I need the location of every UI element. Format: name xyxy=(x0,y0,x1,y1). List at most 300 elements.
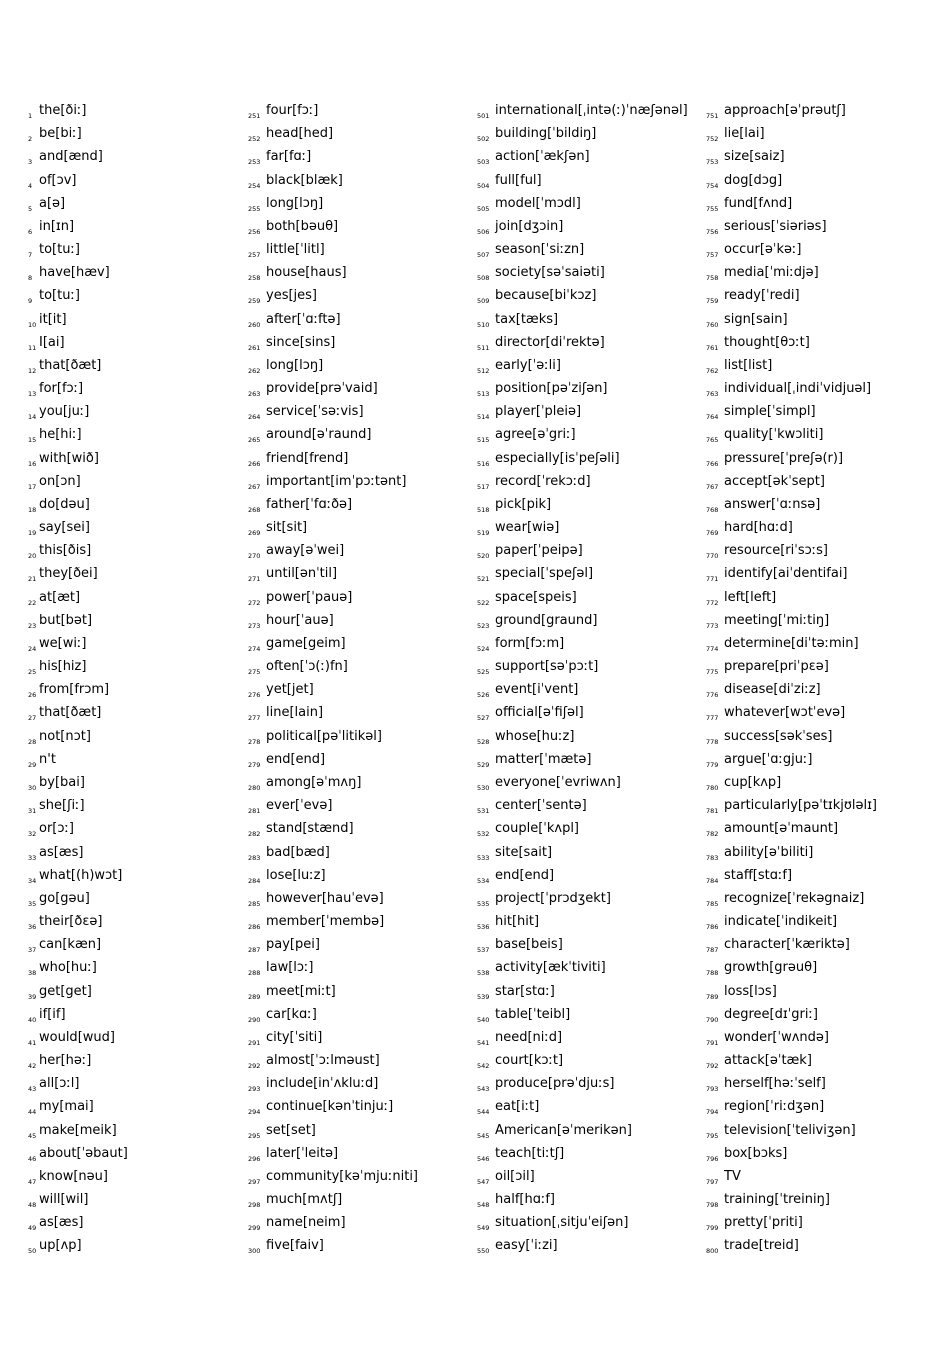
word-entry xyxy=(28,1003,253,1026)
entry-number: 45 xyxy=(28,1131,37,1140)
entry-number: 766 xyxy=(706,459,719,468)
entry-word-phonetic: argue[ˈɑːgjuː] xyxy=(724,751,813,767)
entry-number: 519 xyxy=(477,529,490,538)
word-entry xyxy=(248,794,473,817)
entry-number: 256 xyxy=(248,227,261,236)
entry-number: 15 xyxy=(28,436,37,445)
entry-word-phonetic: particularly[pəˈtɪkjʊləlɪ] xyxy=(724,798,878,814)
entry-number: 48 xyxy=(28,1201,37,1210)
word-entry xyxy=(706,1234,931,1257)
entry-number: 260 xyxy=(248,320,261,329)
word-entry xyxy=(248,169,473,192)
entry-number: 10 xyxy=(28,320,37,329)
word-entry xyxy=(28,609,253,632)
word-entry xyxy=(248,539,473,562)
entry-number: 764 xyxy=(706,413,719,422)
entry-number: 524 xyxy=(477,644,490,653)
word-entry xyxy=(706,470,931,493)
entry-word-phonetic: service[ˈsəːvis] xyxy=(266,404,364,420)
word-entry xyxy=(477,1026,702,1049)
entry-number: 547 xyxy=(477,1177,490,1186)
entry-word-phonetic: around[əˈraund] xyxy=(266,427,372,443)
entry-word-phonetic: position[pəˈziʃən] xyxy=(495,381,608,397)
entry-word-phonetic: four[fɔː] xyxy=(266,103,319,118)
entry-number: 785 xyxy=(706,899,719,908)
entry-number: 787 xyxy=(706,946,719,955)
word-entry xyxy=(706,910,931,933)
entry-word-phonetic: if[if] xyxy=(39,1006,66,1022)
entry-word-phonetic: to[tuː] xyxy=(39,288,80,304)
entry-word-phonetic: special[ˈspeʃəl] xyxy=(495,566,594,582)
entry-word-phonetic: friend[frend] xyxy=(266,450,349,466)
entry-word-phonetic: set[set] xyxy=(266,1122,316,1138)
entry-word-phonetic: among[əˈmʌŋ] xyxy=(266,774,362,790)
entry-number: 8 xyxy=(28,274,33,283)
entry-number: 508 xyxy=(477,274,490,283)
entry-word-phonetic: my[mai] xyxy=(39,1099,94,1115)
word-entry xyxy=(477,539,702,562)
entry-word-phonetic: loss[lɔs] xyxy=(724,983,777,999)
entry-word-phonetic: yet[jet] xyxy=(266,682,314,698)
entry-word-phonetic: wear[wiə] xyxy=(495,520,560,536)
entry-number: 799 xyxy=(706,1224,719,1233)
entry-word-phonetic: whose[huːz] xyxy=(495,728,575,744)
entry-number: 540 xyxy=(477,1015,490,1024)
word-entry xyxy=(28,331,253,354)
entry-word-phonetic: media[ˈmiːdjə] xyxy=(724,265,819,281)
entry-word-phonetic: and[ænd] xyxy=(39,149,103,165)
entry-word-phonetic: go[gəu] xyxy=(39,890,90,906)
entry-number: 37 xyxy=(28,946,37,955)
entry-word-phonetic: however[hauˈevə] xyxy=(266,890,384,906)
entry-word-phonetic: about[ˈəbaut] xyxy=(39,1145,128,1161)
entry-number: 536 xyxy=(477,923,490,932)
word-entry xyxy=(706,1072,931,1095)
entry-number: 26 xyxy=(28,691,37,700)
entry-word-phonetic: hit[hit] xyxy=(495,914,540,930)
entry-number: 782 xyxy=(706,830,719,839)
entry-word-phonetic: space[speis] xyxy=(495,589,577,605)
entry-number: 21 xyxy=(28,575,37,584)
entry-number: 521 xyxy=(477,575,490,584)
entry-word-phonetic: site[sait] xyxy=(495,844,553,860)
word-entry xyxy=(248,1095,473,1118)
entry-number: 46 xyxy=(28,1154,37,1163)
entry-word-phonetic: far[fɑː] xyxy=(266,149,312,165)
word-entry xyxy=(28,933,253,956)
entry-word-phonetic: oil[ɔil] xyxy=(495,1168,535,1184)
entry-number: 755 xyxy=(706,204,719,213)
entry-number: 786 xyxy=(706,923,719,932)
entry-word-phonetic: recognize[ˈrekəgnaiz] xyxy=(724,890,865,906)
entry-number: 286 xyxy=(248,923,261,932)
word-entry xyxy=(477,562,702,585)
entry-word-phonetic: little[ˈlitl] xyxy=(266,242,325,258)
word-entry xyxy=(477,261,702,284)
entry-number: 520 xyxy=(477,552,490,561)
word-entry xyxy=(28,887,253,910)
word-entry xyxy=(477,99,702,122)
entry-number: 797 xyxy=(706,1177,719,1186)
entry-number: 791 xyxy=(706,1038,719,1047)
entry-number: 253 xyxy=(248,158,261,167)
word-entry xyxy=(28,169,253,192)
word-entry xyxy=(28,284,253,307)
entry-word-phonetic: especially[isˈpeʃəli] xyxy=(495,450,620,466)
entry-number: 781 xyxy=(706,807,719,816)
word-entry xyxy=(248,748,473,771)
word-entry xyxy=(706,423,931,446)
entry-word-phonetic: television[ˈteliviʒən] xyxy=(724,1122,856,1138)
word-entry xyxy=(706,841,931,864)
word-entry xyxy=(706,308,931,331)
word-entry xyxy=(28,1119,253,1142)
entry-word-phonetic: this[ðis] xyxy=(39,543,92,559)
entry-number: 765 xyxy=(706,436,719,445)
word-entry xyxy=(28,1095,253,1118)
entry-word-phonetic: teach[tiːtʃ] xyxy=(495,1145,565,1161)
word-entry xyxy=(706,562,931,585)
entry-number: 9 xyxy=(28,297,33,306)
word-entry xyxy=(248,215,473,238)
word-entry xyxy=(477,169,702,192)
word-entry xyxy=(706,609,931,632)
word-entry xyxy=(706,1026,931,1049)
entry-number: 269 xyxy=(248,529,261,538)
entry-word-phonetic: situation[ˌsitjuˈeiʃən] xyxy=(495,1215,629,1231)
entry-number: 752 xyxy=(706,135,719,144)
word-entry xyxy=(28,817,253,840)
entry-number: 513 xyxy=(477,390,490,399)
entry-number: 526 xyxy=(477,691,490,700)
entry-word-phonetic: pretty[ˈpriti] xyxy=(724,1215,803,1231)
entry-word-phonetic: sit[sit] xyxy=(266,520,308,536)
entry-word-phonetic: he[hiː] xyxy=(39,427,82,443)
word-entry xyxy=(248,864,473,887)
word-entry xyxy=(706,632,931,655)
entry-number: 298 xyxy=(248,1201,261,1210)
word-entry xyxy=(477,238,702,261)
entry-word-phonetic: base[beis] xyxy=(495,937,563,953)
entry-number: 292 xyxy=(248,1062,261,1071)
entry-number: 773 xyxy=(706,621,719,630)
word-entry xyxy=(477,725,702,748)
entry-number: 297 xyxy=(248,1177,261,1186)
entry-word-phonetic: after[ˈɑːftə] xyxy=(266,311,341,327)
word-entry xyxy=(28,1026,253,1049)
word-entry xyxy=(248,354,473,377)
entry-number: 759 xyxy=(706,297,719,306)
word-entry xyxy=(706,493,931,516)
word-entry xyxy=(706,678,931,701)
entry-word-phonetic: in[ɪn] xyxy=(39,218,75,234)
entry-word-phonetic: make[meik] xyxy=(39,1122,117,1138)
entry-number: 40 xyxy=(28,1015,37,1024)
entry-number: 276 xyxy=(248,691,261,700)
word-entry xyxy=(477,331,702,354)
entry-word-phonetic: character[ˈkæriktə] xyxy=(724,937,850,953)
entry-word-phonetic: ability[əˈbiliti] xyxy=(724,844,814,860)
entry-number: 270 xyxy=(248,552,261,561)
entry-number: 777 xyxy=(706,714,719,723)
entry-number: 800 xyxy=(706,1247,719,1256)
entry-word-phonetic: long[lɔŋ] xyxy=(266,195,324,211)
entry-word-phonetic: bad[bæd] xyxy=(266,844,330,860)
entry-word-phonetic: prepare[priˈpεə] xyxy=(724,659,829,675)
entry-number: 3 xyxy=(28,158,33,167)
entry-word-phonetic: player[ˈpleiə] xyxy=(495,404,582,420)
word-entry xyxy=(477,308,702,331)
word-entry xyxy=(706,377,931,400)
entry-word-phonetic: get[get] xyxy=(39,983,92,999)
entry-number: 798 xyxy=(706,1201,719,1210)
word-entry xyxy=(706,748,931,771)
entry-word-phonetic: half[hɑːf] xyxy=(495,1192,555,1208)
entry-word-phonetic: because[biˈkɔz] xyxy=(495,288,597,304)
entry-number: 760 xyxy=(706,320,719,329)
entry-word-phonetic: success[səkˈses] xyxy=(724,728,833,744)
word-entry xyxy=(706,1188,931,1211)
entry-number: 39 xyxy=(28,992,37,1001)
entry-number: 255 xyxy=(248,204,261,213)
word-entry xyxy=(477,864,702,887)
word-entry xyxy=(477,145,702,168)
entry-word-phonetic: staff[stɑːf] xyxy=(724,867,793,883)
word-entry xyxy=(28,632,253,655)
word-entry xyxy=(28,493,253,516)
word-entry xyxy=(248,447,473,470)
word-entry xyxy=(28,447,253,470)
entry-number: 751 xyxy=(706,112,719,120)
entry-number: 7 xyxy=(28,251,33,260)
word-entry xyxy=(248,632,473,655)
word-entry xyxy=(706,586,931,609)
entry-word-phonetic: that[ðæt] xyxy=(39,705,102,721)
entry-number: 761 xyxy=(706,343,719,352)
entry-word-phonetic: will[wil] xyxy=(39,1192,89,1208)
word-entry xyxy=(706,887,931,910)
entry-word-phonetic: fund[fʌnd] xyxy=(724,195,793,211)
entry-word-phonetic: international[ˌintə(ː)ˈnæʃənəl] xyxy=(495,103,688,118)
word-entry xyxy=(28,1165,253,1188)
word-entry xyxy=(706,192,931,215)
word-entry xyxy=(248,238,473,261)
entry-word-phonetic: herself[həːˈself] xyxy=(724,1076,826,1092)
entry-word-phonetic: provide[prəˈvaid] xyxy=(266,381,378,397)
entry-word-phonetic: training[ˈtreiniŋ] xyxy=(724,1192,830,1208)
entry-word-phonetic: away[əˈwei] xyxy=(266,543,345,559)
word-entry xyxy=(477,1095,702,1118)
word-entry xyxy=(477,215,702,238)
entry-number: 539 xyxy=(477,992,490,1001)
word-entry xyxy=(477,655,702,678)
entry-word-phonetic: as[æs] xyxy=(39,844,84,860)
entry-number: 767 xyxy=(706,482,719,491)
entry-word-phonetic: accept[əkˈsept] xyxy=(724,473,825,489)
entry-number: 279 xyxy=(248,760,261,769)
entry-word-phonetic: season[ˈsiːzn] xyxy=(495,242,585,258)
word-entry xyxy=(477,887,702,910)
entry-word-phonetic: political[pəˈlitikəl] xyxy=(266,728,382,744)
entry-number: 6 xyxy=(28,227,33,236)
entry-word-phonetic: individual[ˌindiˈvidjuəl] xyxy=(724,381,872,397)
entry-number: 44 xyxy=(28,1108,37,1117)
entry-number: 257 xyxy=(248,251,261,260)
entry-word-phonetic: up[ʌp] xyxy=(39,1238,82,1254)
entry-number: 795 xyxy=(706,1131,719,1140)
word-entry xyxy=(28,1142,253,1165)
entry-number: 280 xyxy=(248,783,261,792)
entry-number: 258 xyxy=(248,274,261,283)
entry-number: 288 xyxy=(248,969,261,978)
word-entry xyxy=(248,933,473,956)
word-entry xyxy=(477,771,702,794)
entry-number: 754 xyxy=(706,181,719,190)
word-entry xyxy=(248,423,473,446)
entry-number: 769 xyxy=(706,529,719,538)
entry-word-phonetic: line[lain] xyxy=(266,705,324,721)
entry-word-phonetic: matter[ˈmætə] xyxy=(495,751,592,767)
entry-number: 504 xyxy=(477,181,490,190)
entry-word-phonetic: American[əˈmerikən] xyxy=(495,1122,632,1138)
word-entry xyxy=(28,377,253,400)
word-column-4 xyxy=(706,99,931,1258)
entry-number: 527 xyxy=(477,714,490,723)
word-entry xyxy=(477,817,702,840)
entry-word-phonetic: member[ˈmembə] xyxy=(266,914,385,930)
entry-number: 506 xyxy=(477,227,490,236)
entry-word-phonetic: event[iˈvent] xyxy=(495,682,579,698)
word-entry xyxy=(706,539,931,562)
entry-number: 41 xyxy=(28,1038,37,1047)
entry-word-phonetic: region[ˈriːdʒən] xyxy=(724,1099,825,1115)
entry-number: 291 xyxy=(248,1038,261,1047)
entry-number: 531 xyxy=(477,807,490,816)
entry-word-phonetic: the[ðiː] xyxy=(39,103,87,118)
entry-word-phonetic: important[imˈpɔːtənt] xyxy=(266,473,407,489)
word-entry xyxy=(248,284,473,307)
entry-word-phonetic: action[ˈækʃən] xyxy=(495,149,590,165)
word-entry xyxy=(28,145,253,168)
entry-word-phonetic: to[tuː] xyxy=(39,242,80,258)
entry-number: 268 xyxy=(248,505,261,514)
entry-word-phonetic: end[end] xyxy=(266,751,326,767)
entry-number: 13 xyxy=(28,390,37,399)
entry-number: 31 xyxy=(28,807,37,816)
entry-number: 784 xyxy=(706,876,719,885)
entry-number: 534 xyxy=(477,876,490,885)
entry-number: 49 xyxy=(28,1224,37,1233)
word-entry xyxy=(477,933,702,956)
word-entry xyxy=(477,400,702,423)
word-entry xyxy=(706,1165,931,1188)
entry-number: 47 xyxy=(28,1177,37,1186)
entry-number: 509 xyxy=(477,297,490,306)
word-entry xyxy=(248,586,473,609)
entry-word-phonetic: sign[sain] xyxy=(724,311,788,327)
entry-word-phonetic: TV xyxy=(724,1168,741,1184)
entry-word-phonetic: all[ɔːl] xyxy=(39,1076,80,1092)
word-entry xyxy=(248,1142,473,1165)
word-entry xyxy=(28,1049,253,1072)
entry-number: 254 xyxy=(248,181,261,190)
entry-number: 546 xyxy=(477,1154,490,1163)
word-entry xyxy=(706,1119,931,1142)
entry-word-phonetic: hour[ˈauə] xyxy=(266,612,334,628)
entry-number: 263 xyxy=(248,390,261,399)
entry-word-phonetic: stand[stænd] xyxy=(266,821,354,837)
entry-word-phonetic: meeting[ˈmiːtiŋ] xyxy=(724,612,830,628)
entry-word-phonetic: paper[ˈpeipə] xyxy=(495,543,583,559)
entry-word-phonetic: ever[ˈevə] xyxy=(266,798,333,814)
word-entry xyxy=(706,1211,931,1234)
entry-word-phonetic: resource[riˈsɔːs] xyxy=(724,543,828,559)
entry-word-phonetic: model[ˈmɔdl] xyxy=(495,195,581,211)
entry-word-phonetic: at[æt] xyxy=(39,589,81,605)
entry-number: 284 xyxy=(248,876,261,885)
entry-word-phonetic: list[list] xyxy=(724,357,773,373)
word-entry xyxy=(28,980,253,1003)
entry-word-phonetic: pressure[ˈpreʃə(r)] xyxy=(724,450,844,466)
entry-number: 17 xyxy=(28,482,37,491)
entry-word-phonetic: growth[grəuθ] xyxy=(724,960,818,976)
entry-number: 532 xyxy=(477,830,490,839)
word-entry xyxy=(248,1072,473,1095)
entry-number: 530 xyxy=(477,783,490,792)
entry-number: 502 xyxy=(477,135,490,144)
word-entry xyxy=(28,586,253,609)
entry-word-phonetic: long[lɔŋ] xyxy=(266,357,324,373)
word-entry xyxy=(706,354,931,377)
entry-word-phonetic: approach[əˈprəutʃ] xyxy=(724,103,846,118)
word-entry xyxy=(477,354,702,377)
entry-number: 287 xyxy=(248,946,261,955)
word-entry xyxy=(477,470,702,493)
word-entry xyxy=(706,1142,931,1165)
entry-word-phonetic: black[blæk] xyxy=(266,172,343,188)
word-entry xyxy=(706,447,931,470)
entry-number: 790 xyxy=(706,1015,719,1024)
word-entry xyxy=(248,841,473,864)
entry-word-phonetic: often[ˈɔ(ː)fn] xyxy=(266,659,348,675)
word-entry xyxy=(248,331,473,354)
entry-number: 16 xyxy=(28,459,37,468)
entry-word-phonetic: join[dʒɔin] xyxy=(495,218,564,234)
entry-word-phonetic: degree[dɪˈgriː] xyxy=(724,1006,818,1022)
word-entry xyxy=(477,678,702,701)
entry-number: 38 xyxy=(28,969,37,978)
entry-word-phonetic: lie[lai] xyxy=(724,126,765,142)
entry-word-phonetic: disease[diˈziːz] xyxy=(724,682,821,698)
word-entry xyxy=(477,1049,702,1072)
word-entry xyxy=(248,1211,473,1234)
entry-word-phonetic: father[ˈfɑːðə] xyxy=(266,496,353,512)
word-entry xyxy=(477,377,702,400)
word-entry xyxy=(28,1211,253,1234)
entry-word-phonetic: much[mʌtʃ] xyxy=(266,1192,343,1208)
word-entry xyxy=(28,1072,253,1095)
entry-word-phonetic: support[səˈpɔːt] xyxy=(495,659,599,675)
entry-word-phonetic: I[ai] xyxy=(39,334,65,350)
word-entry xyxy=(28,562,253,585)
entry-number: 50 xyxy=(28,1247,37,1256)
entry-word-phonetic: not[nɔt] xyxy=(39,728,91,744)
word-entry xyxy=(28,1188,253,1211)
word-entry xyxy=(248,1049,473,1072)
entry-number: 548 xyxy=(477,1201,490,1210)
word-entry xyxy=(28,725,253,748)
entry-word-phonetic: from[frɔm] xyxy=(39,682,110,698)
